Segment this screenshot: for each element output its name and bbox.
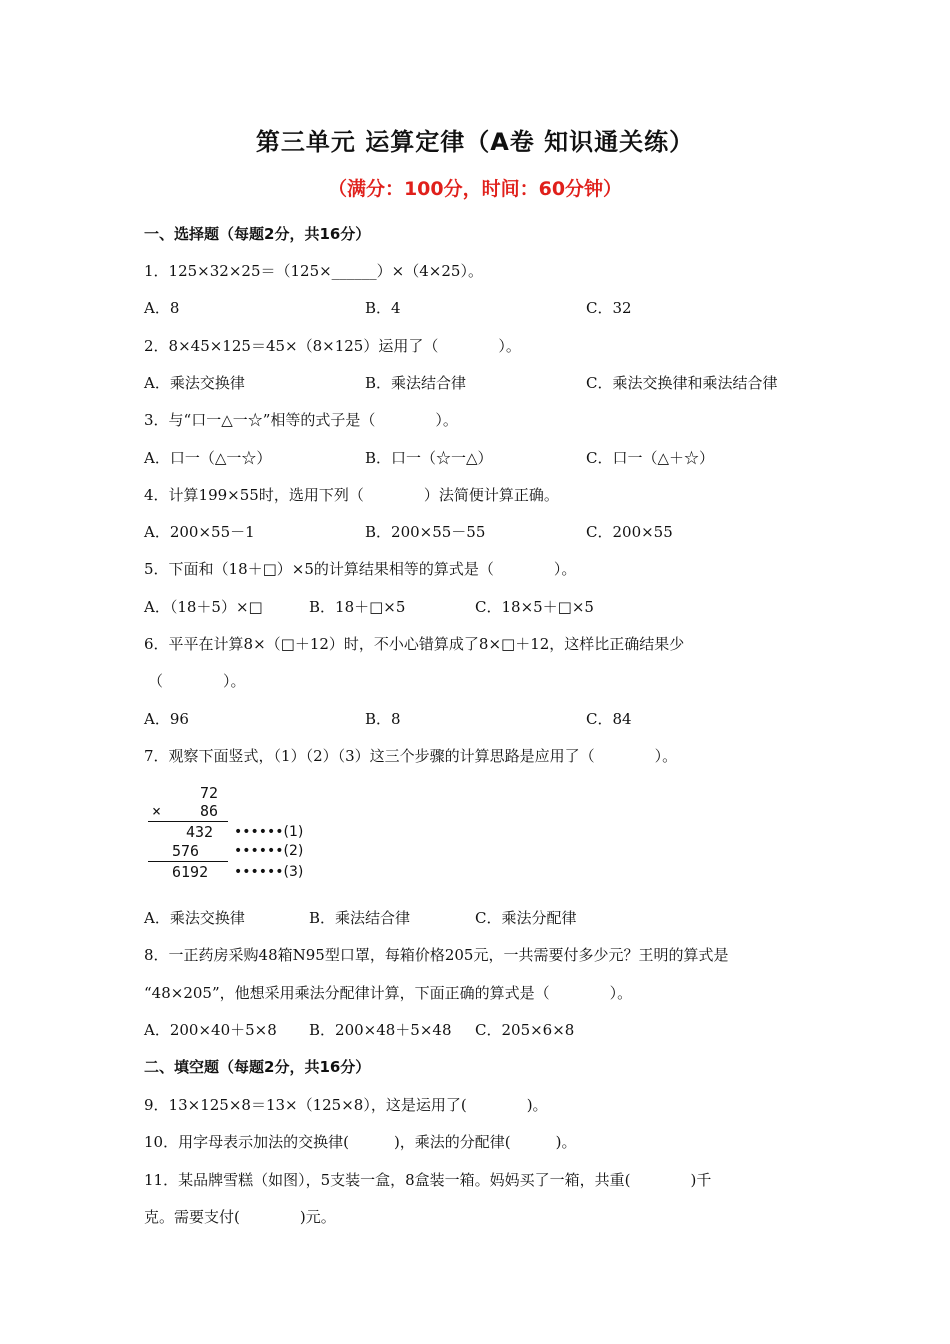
question-5-option-c: C．18×5＋□×5 (475, 598, 594, 616)
question-5-option-b: B．18＋□×5 (309, 598, 406, 616)
question-6-option-b: B．8 (365, 710, 401, 728)
question-4-option-a: A．200×55－1 (144, 523, 255, 541)
question-2-option-b: B．乘法结合律 (365, 374, 467, 392)
question-3-option-a: A．口一（△一☆） (144, 449, 272, 467)
question-11-stem: 11．某品牌雪糕（如图），5支装一盒，8盒装一箱。妈妈买了一箱，共重( )千 (144, 1171, 712, 1189)
question-5-stem: 5．下面和（18＋□）×5的计算结果相等的算式是（ ）。 (144, 560, 577, 578)
question-2-option-a: A．乘法交换律 (144, 374, 245, 392)
rule-line-2 (148, 861, 228, 862)
rule-line-1 (148, 821, 228, 822)
question-4-option-c: C．200×55 (586, 523, 673, 541)
multiplicand: 72 (200, 784, 219, 802)
question-4-option-b: B．200×55－55 (365, 523, 486, 541)
question-7-option-c: C．乘法分配律 (475, 909, 577, 927)
section-heading-choice: 一、选择题（每题2分，共16分） (144, 225, 371, 243)
question-7-option-b: B．乘法结合律 (309, 909, 411, 927)
question-8-option-a: A．200×40＋5×8 (144, 1021, 277, 1039)
exam-info: （满分：100分，时间：60分钟） (327, 178, 623, 200)
section-heading-fill: 二、填空题（每题2分，共16分） (144, 1058, 371, 1076)
question-1-option-b: B．4 (365, 299, 401, 317)
step-mark-3: ••••••(3) (234, 864, 304, 880)
step-mark-1: ••••••(1) (234, 824, 304, 840)
question-9-stem: 9．13×125×8＝13×（125×8），这是运用了( )。 (144, 1096, 548, 1114)
partial-product-1: 432 (186, 823, 214, 841)
question-3-stem: 3．与“口一△一☆”相等的式子是（ ）。 (144, 411, 458, 429)
question-7-stem: 7．观察下面竖式，（1）（2）（3）这三个步骤的计算思路是应用了（ ）。 (144, 747, 678, 765)
question-1-option-c: C．32 (586, 299, 632, 317)
question-3-option-b: B．口一（☆一△） (365, 449, 493, 467)
times-sign: × (152, 802, 162, 820)
final-product: 6192 (172, 863, 209, 881)
question-2-stem: 2．8×45×125＝45×（8×125）运用了（ ）。 (144, 337, 521, 355)
question-10-stem: 10．用字母表示加法的交换律( )，乘法的分配律( )。 (144, 1133, 577, 1151)
question-6-option-c: C．84 (586, 710, 632, 728)
question-8-option-c: C．205×6×8 (475, 1021, 575, 1039)
partial-product-2: 576 (172, 842, 200, 860)
question-8-stem-cont: “48×205”，他想采用乘法分配律计算，下面正确的算式是（ ）。 (144, 984, 633, 1002)
question-8-option-b: B．200×48＋5×48 (309, 1021, 452, 1039)
step-mark-2: ••••••(2) (234, 843, 304, 859)
question-1-option-a: A．8 (144, 299, 180, 317)
question-6-option-a: A．96 (144, 710, 189, 728)
question-6-stem: 6．平平在计算8×（□＋12）时，不小心错算成了8×□＋12，这样比正确结果少 (144, 635, 685, 653)
question-8-stem: 8．一正药房采购48箱N95型口罩，每箱价格205元，一共需要付多少元？王明的算式是 (144, 946, 729, 964)
question-2-option-c: C．乘法交换律和乘法结合律 (586, 374, 778, 392)
vertical-multiplication (146, 782, 316, 886)
multiplier: 86 (200, 802, 219, 820)
page-title: 第三单元 运算定律（A卷 知识通关练） (255, 128, 695, 156)
question-3-option-c: C．口一（△＋☆） (586, 449, 715, 467)
question-7-option-a: A．乘法交换律 (144, 909, 245, 927)
question-4-stem: 4．计算199×55时，选用下列（ ）法简便计算正确。 (144, 486, 559, 504)
question-6-stem-cont: （ ）。 (148, 672, 246, 690)
question-11-stem-cont: 克。需要支付( )元。 (144, 1208, 336, 1226)
question-5-option-a: A．（18＋5）×□ (144, 598, 263, 616)
question-1-stem: 1．125×32×25＝（125×______）×（4×25）。 (144, 262, 483, 280)
